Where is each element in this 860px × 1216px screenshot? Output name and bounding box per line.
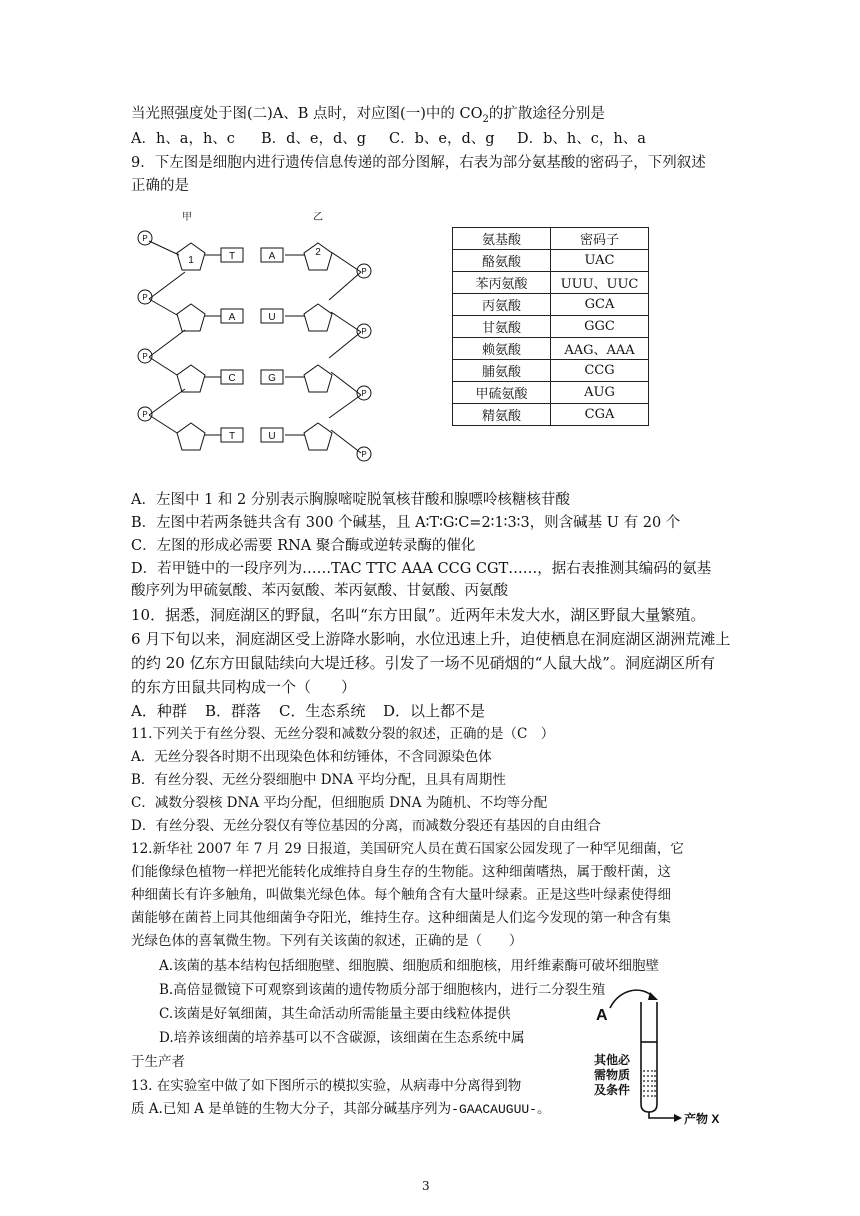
phosphate-label: P [142,410,148,419]
sugar-label-2: 2 [315,247,321,258]
table-row [453,316,649,338]
phosphate-label: P [142,293,148,302]
amino-acid-cell: 赖氨酸 [453,338,551,360]
base-right-3: G [268,373,276,384]
phosphate-label: P [361,389,367,398]
base-right-2: U [268,312,276,323]
q10-line3: 的约 20 亿东方田鼠陆续向大堤迁移。引发了一场不见硝烟的“人鼠大战”。洞庭湖区所有 [131,654,715,672]
amino-acid-cell: 苯丙氨酸 [453,272,551,294]
q8-options [131,129,646,149]
experiment-figure [592,986,732,1128]
q11-option-b: B．有丝分裂、无丝分裂细胞中 DNA 平均分配，且具有周期性 [131,772,506,788]
tube-label-1: 其他必 [594,1053,631,1067]
q10-option-a: A．种群 [131,702,187,720]
q10-option-b: B．群落 [205,702,262,720]
q9-option-b: B．左图中若两条链共含有 300 个碱基，且 A∶T∶G∶C=2∶1∶3∶3，则含碱基 U 有 20 个 [131,515,681,531]
amino-acid-cell: 精氨酸 [453,404,551,426]
sugar-label-1: 1 [188,255,194,266]
codon-cell: UUU、UUC [551,272,649,294]
header-codon: 密码子 [551,228,649,250]
amino-acid-cell: 甘氨酸 [453,316,551,338]
q13-line2: 质 A.已知 A 是单链的生物大分子，其部分碱基序列为-GAACAUGUU-。 [131,1101,551,1117]
amino-acid-cell: 酪氨酸 [453,250,551,272]
q12-line1: 12.新华社 2007 年 7 月 29 日报道，美国研究人员在黄石国家公园发现了一种罕见细菌，它 [131,841,684,857]
amino-acid-cell: 丙氨酸 [453,294,551,316]
codon-cell: CCG [551,360,649,382]
q13-line1: 13. 在实验室中做了如下图所示的模拟实验，从病毒中分离得到物 [131,1078,522,1094]
phosphate-label: P [142,352,148,361]
q8-option-c: C．b、e，d、g [389,131,495,147]
nucleic-acid-svg [125,205,385,465]
codon-cell: GGC [551,316,649,338]
q10-line1: 10．据悉，洞庭湖区的野鼠，名叫“东方田鼠”。近两年未发大水，湖区野鼠大量繁殖。 [131,606,706,624]
base-right-1: A [268,251,276,262]
q12-line3: 种细菌长有许多触角，叫做集光绿色体。每个触角含有大量叶绿素。正是这些叶绿素使得细 [131,887,671,903]
table-row [453,382,649,404]
q11-option-a: A．无丝分裂各时期不出现染色体和纺锤体，不含同源染色体 [131,749,492,765]
q11-option-d: D．有丝分裂、无丝分裂仅有等位基因的分离，而减数分裂还有基因的自由组合 [131,818,601,834]
q12-line2: 们能像绿色植物一样把光能转化成维持自身生存的生物能。这种细菌嗜热，属于酸杆菌，这 [131,864,671,880]
table-header-row [453,228,649,250]
q12-option-d-cont: 于生产者 [131,1054,185,1070]
table-row [453,294,649,316]
base-left-3: C [228,373,236,384]
codon-cell: CGA [551,404,649,426]
chain-label-jia: 甲 [182,212,192,223]
sugar-left-2 [177,304,205,331]
q10-line2: 6 月下旬以来，洞庭湖区受上游降水影响，水位迅速上升，迫使栖息在洞庭湖区湖洲荒滩上 [131,630,731,648]
q9-option-d-cont: 酸序列为甲硫氨酸、苯丙氨酸、苯丙氨酸、甘氨酸、丙氨酸 [131,583,508,599]
q12-line5: 光绿色体的喜氧微生物。下列有关该菌的叙述，正确的是（ ） [131,933,523,949]
codon-table [452,227,649,426]
q12-line4: 菌能够在菌苔上同其他细菌争夺阳光，维持生存。这种细菌是人们迄今发现的第一种含有集 [131,910,671,926]
q12-option-b: B.高倍显微镜下可观察到该菌的遗传物质分部于细胞核内，进行二分裂生殖 [159,982,606,998]
base-right-4: U [268,431,276,442]
q9-option-a: A．左图中 1 和 2 分别表示胸腺嘧啶脱氧核苷酸和腺嘌呤核糖核苷酸 [131,492,570,508]
product-x-label: 产物 X [684,1112,720,1126]
sugar-right-2 [304,304,332,331]
phosphate-label: P [142,234,148,243]
amino-acid-cell: 甲硫氨酸 [453,382,551,404]
phosphate-label: P [361,267,367,276]
codon-cell: GCA [551,294,649,316]
page-number: 3 [422,1179,430,1193]
table-row [453,360,649,382]
q10-option-c: C．生态系统 [279,702,366,720]
tube-label-3: 及条件 [594,1083,631,1097]
phosphate-label: P [361,450,367,459]
q10-options [131,701,485,721]
table-row [453,338,649,360]
nucleic-acid-diagram [125,205,385,465]
q8-option-a: A．h、a，h、c [131,131,235,147]
table-row [453,404,649,426]
codon-cell: AAG、AAA [551,338,649,360]
sugar-left-4 [177,423,205,450]
q12-option-c: C.该菌是好氧细菌，其生命活动所需能量主要由线粒体提供 [159,1006,511,1022]
chain-label-yi: 乙 [313,212,323,223]
base-left-2: A [228,312,236,323]
substance-a-label: A [596,1007,608,1024]
q8-stem: 当光照强度处于图(二)A、B 点时，对应图(一)中的 $CO_2$的扩散途径分别是 [131,106,605,125]
sugar-right-4 [304,423,332,450]
header-amino-acid: 氨基酸 [453,228,551,250]
q11-stem: 11.下列关于有丝分裂、无丝分裂和减数分裂的叙述，正确的是（C ） [131,726,555,742]
q8-option-d: D．b、h、c，h、a [517,131,646,147]
test-tube-svg [592,986,732,1128]
phosphate-label: P [361,327,367,336]
codon-cell: UAC [551,250,649,272]
q12-option-a: A.该菌的基本结构包括细胞壁、细胞膜、细胞质和细胞核，用纤维素酶可破坏细胞壁 [159,958,660,974]
q10-option-d: D．以上都不是 [383,702,486,720]
q12-option-d: D.培养该细菌的培养基可以不含碳源，该细菌在生态系统中属 [159,1030,525,1046]
q9-stem-line2: 正确的是 [131,178,189,194]
sugar-left-3 [177,365,205,392]
tube-label-2: 需物质 [594,1068,631,1082]
arrow-a-to-tube [610,990,652,1008]
codon-cell: AUG [551,382,649,404]
base-left-4: T [228,431,236,442]
q9-stem-line1: 9．下左图是细胞内进行遗传信息传递的部分图解，右表为部分氨基酸的密码子，下列叙述 [131,155,706,171]
base-left-1: T [228,251,236,262]
q9-option-d: D．若甲链中的一段序列为……TAC TTC AAA CCG CGT……，据右表推测其编码的氨基 [131,561,712,577]
amino-acid-cell: 脯氨酸 [453,360,551,382]
sugar-right-3 [304,365,332,392]
q9-option-c: C．左图的形成必需要 RNA 聚合酶或逆转录酶的催化 [131,538,476,554]
table-row [453,272,649,294]
q10-line4: 的东方田鼠共同构成一个（ ） [131,678,357,696]
q8-option-b: B．d、e，d、g [261,131,367,147]
table-row [453,250,649,272]
q11-option-c: C．减数分裂核 DNA 平均分配，但细胞质 DNA 为随机、不均等分配 [131,795,548,811]
